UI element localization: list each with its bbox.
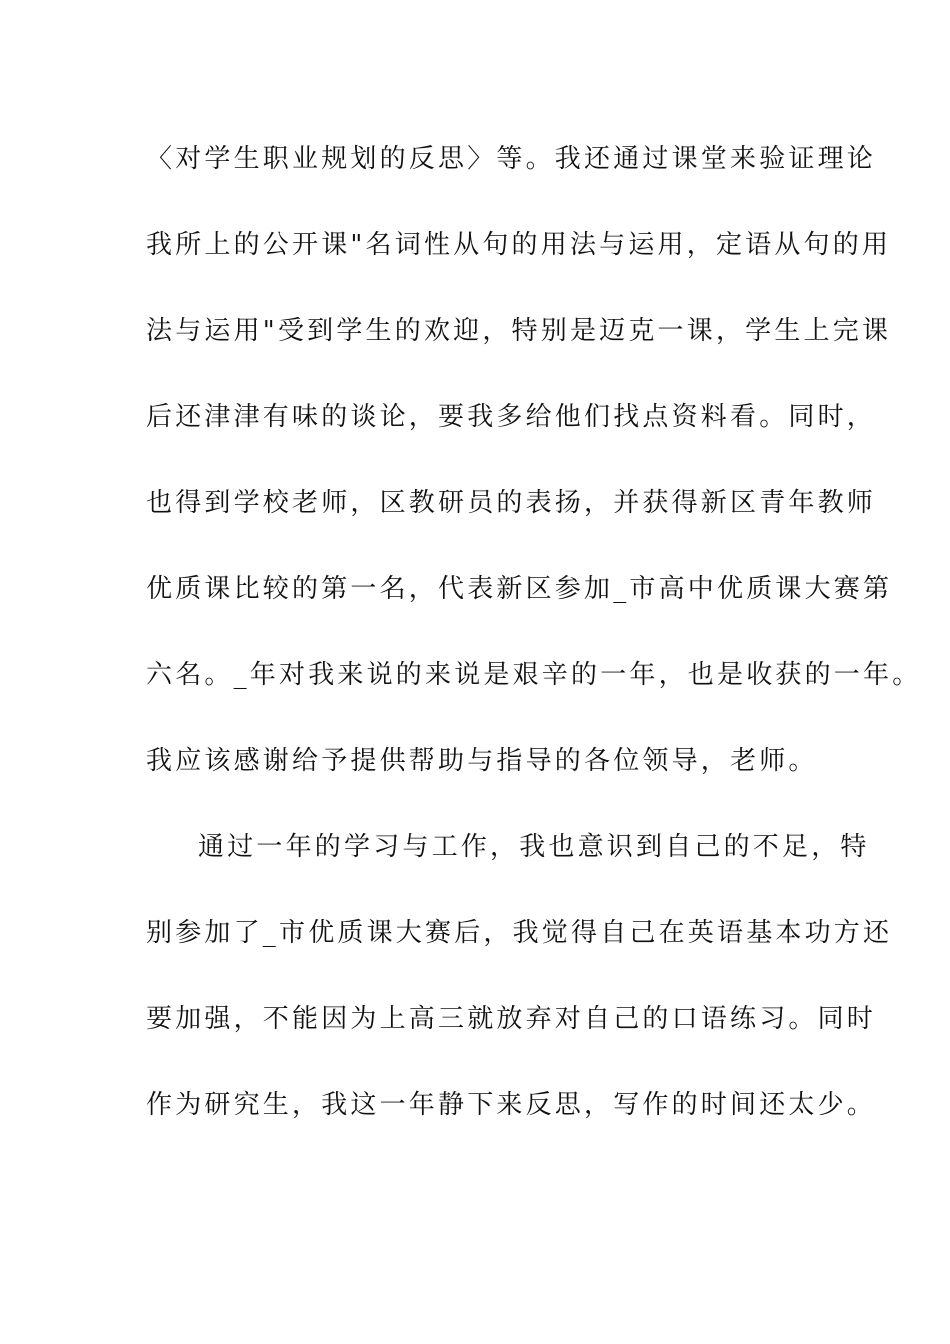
text-line: 我应该感谢给予提供帮助与指导的各位领导，老师。 — [146, 746, 818, 776]
text-line: 法与运用"受到学生的欢迎，特别是迈克一课，学生上完课 — [146, 316, 892, 346]
text-line: 别参加了_市优质课大赛后，我觉得自己在英语基本功方还 — [146, 918, 893, 948]
text-line: 要加强，不能因为上高三就放弃对自己的口语练习。同时 — [146, 1004, 877, 1034]
text-line: 〈对学生职业规划的反思〉等。我还通过课堂来验证理论 — [146, 144, 877, 174]
text-line: 我所上的公开课"名词性从句的用法与运用，定语从句的用 — [146, 230, 892, 260]
text-line: 作为研究生，我这一年静下来反思，写作的时间还太少。 — [146, 1090, 877, 1120]
text-line: 六名。_年对我来说的来说是艰辛的一年，也是收获的一年。 — [146, 660, 922, 690]
text-line: 后还津津有味的谈论，要我多给他们找点资料看。同时， — [146, 402, 877, 432]
text-line: 也得到学校老师，区教研员的表扬，并获得新区青年教师 — [146, 488, 877, 518]
paragraph-first-line: 通过一年的学习与工作，我也意识到自己的不足，特 — [198, 832, 870, 862]
text-line: 优质课比较的第一名，代表新区参加_市高中优质课大赛第 — [146, 574, 893, 604]
